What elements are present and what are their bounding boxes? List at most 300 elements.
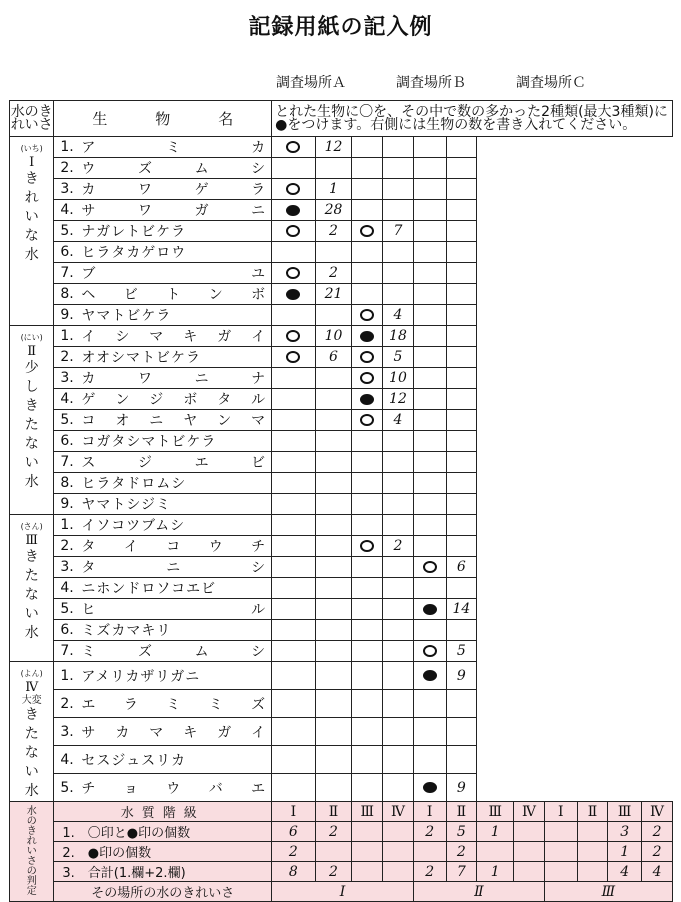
judgement-value bbox=[577, 842, 608, 862]
judgement-value bbox=[544, 862, 577, 882]
organism-number: 1. bbox=[54, 137, 81, 158]
organism-number: 4. bbox=[54, 389, 81, 410]
site-b-mark bbox=[352, 200, 383, 221]
instruction-text: とれた生物に〇を、その中で数の多かった2種類(最大3種類)に●をつけます。右側には生物の数を書き入れてください。 bbox=[272, 101, 673, 137]
site-b-mark bbox=[352, 389, 383, 410]
site-a-mark bbox=[272, 347, 315, 368]
site-c-count bbox=[446, 536, 477, 557]
site-c-count bbox=[446, 326, 477, 347]
site-c-mark bbox=[413, 718, 446, 746]
level-roman: Ⅳ bbox=[642, 802, 673, 822]
site-c-mark bbox=[413, 599, 446, 620]
organism-name: タ ニ シ bbox=[81, 557, 271, 578]
circle-mark-icon bbox=[286, 141, 300, 153]
organism-row bbox=[10, 137, 673, 158]
site-c-count bbox=[446, 221, 477, 242]
site-a-mark bbox=[272, 515, 315, 536]
site-c-count bbox=[446, 410, 477, 431]
judgement-value bbox=[383, 822, 414, 842]
site-c-mark bbox=[413, 473, 446, 494]
circle-mark-icon bbox=[360, 225, 374, 237]
organism-name: ニホンドロソコエビ bbox=[81, 578, 271, 599]
site-a-mark bbox=[272, 263, 315, 284]
organism-row bbox=[10, 690, 673, 718]
site-a-mark bbox=[272, 620, 315, 641]
site-b-mark bbox=[352, 718, 383, 746]
site-c-count bbox=[446, 200, 477, 221]
circle-mark-icon bbox=[360, 414, 374, 426]
site-b-count bbox=[383, 718, 414, 746]
site-a-count: 21 bbox=[315, 284, 352, 305]
level-roman: Ⅰ bbox=[413, 802, 446, 822]
site-c-count bbox=[446, 494, 477, 515]
circle-mark-icon bbox=[286, 330, 300, 342]
organism-number: 6. bbox=[54, 242, 81, 263]
site-b-count bbox=[383, 263, 414, 284]
judgement-value: 4 bbox=[642, 862, 673, 882]
filled-circle-mark-icon bbox=[423, 782, 437, 793]
water-header: 水のきれいさ bbox=[10, 101, 54, 137]
organism-row bbox=[10, 242, 673, 263]
organism-number: 2. bbox=[54, 536, 81, 557]
site-c-mark bbox=[413, 263, 446, 284]
site-c-mark bbox=[413, 137, 446, 158]
site-a-count bbox=[315, 515, 352, 536]
site-b-mark bbox=[352, 326, 383, 347]
site-c-count bbox=[446, 578, 477, 599]
judgement-value bbox=[544, 822, 577, 842]
site-b-mark bbox=[352, 137, 383, 158]
site-b-count bbox=[383, 284, 414, 305]
organism-number: 8. bbox=[54, 473, 81, 494]
site-a-mark bbox=[272, 718, 315, 746]
site-c-mark bbox=[413, 746, 446, 774]
judgement-value: 1 bbox=[608, 842, 642, 862]
organism-name: サ ワ ガ ニ bbox=[81, 200, 271, 221]
site-c-mark bbox=[413, 158, 446, 179]
circle-mark-icon bbox=[286, 183, 300, 195]
site-a-count bbox=[315, 410, 352, 431]
circle-mark-icon bbox=[286, 267, 300, 279]
site-c-count bbox=[446, 690, 477, 718]
judgement-value bbox=[544, 842, 577, 862]
site-c-mark bbox=[413, 557, 446, 578]
organism-row bbox=[10, 179, 673, 200]
organism-row bbox=[10, 263, 673, 284]
judgement-value: 2 bbox=[413, 822, 446, 842]
water-class-group-1: (いち) Ⅰ き れ い な 水 bbox=[10, 137, 54, 326]
site-a-mark bbox=[272, 662, 315, 690]
site-c-mark bbox=[413, 305, 446, 326]
site-c-mark bbox=[413, 515, 446, 536]
organism-number: 7. bbox=[54, 641, 81, 662]
site-c-count bbox=[446, 263, 477, 284]
organism-number: 3. bbox=[54, 557, 81, 578]
organism-number: 5. bbox=[54, 410, 81, 431]
judgement-line-label: 2. ●印の個数 bbox=[54, 842, 272, 862]
judgement-value: 2 bbox=[413, 862, 446, 882]
organism-name: エ ラ ミ ミ ズ bbox=[81, 690, 271, 718]
filled-circle-mark-icon bbox=[360, 331, 374, 342]
site-b-count: 5 bbox=[383, 347, 414, 368]
organism-row bbox=[10, 431, 673, 452]
organism-row bbox=[10, 284, 673, 305]
organism-number: 1. bbox=[54, 515, 81, 536]
site-a-mark bbox=[272, 641, 315, 662]
judgement-value bbox=[514, 862, 545, 882]
site-a-mark bbox=[272, 473, 315, 494]
site-c-mark bbox=[413, 368, 446, 389]
site-c-mark bbox=[413, 578, 446, 599]
site-a-mark bbox=[272, 221, 315, 242]
organism-row bbox=[10, 662, 673, 690]
judgement-value bbox=[577, 822, 608, 842]
circle-mark-icon bbox=[286, 225, 300, 237]
site-b-mark bbox=[352, 690, 383, 718]
site-c-mark bbox=[413, 662, 446, 690]
site-a-count: 28 bbox=[315, 200, 352, 221]
site-a-mark bbox=[272, 410, 315, 431]
organism-row bbox=[10, 368, 673, 389]
site-a-mark bbox=[272, 578, 315, 599]
site-b-count bbox=[383, 746, 414, 774]
site-c-count bbox=[446, 368, 477, 389]
site-a-count bbox=[315, 473, 352, 494]
organism-row bbox=[10, 515, 673, 536]
organism-number: 9. bbox=[54, 494, 81, 515]
level-roman: Ⅱ bbox=[577, 802, 608, 822]
organism-name: カ ワ ゲ ラ bbox=[81, 179, 271, 200]
organism-number: 1. bbox=[54, 326, 81, 347]
organism-row bbox=[10, 158, 673, 179]
site-a-mark bbox=[272, 599, 315, 620]
site-c-mark bbox=[413, 410, 446, 431]
site-b-count bbox=[383, 179, 414, 200]
site-a-count bbox=[315, 305, 352, 326]
judgement-label: 水 の き れ い さ の 判 定 bbox=[10, 802, 54, 902]
site-a-mark bbox=[272, 242, 315, 263]
site-b-mark bbox=[352, 263, 383, 284]
organism-name: ア ミ カ bbox=[81, 137, 271, 158]
site-a-mark bbox=[272, 774, 315, 802]
site-c-count bbox=[446, 431, 477, 452]
organism-number: 6. bbox=[54, 431, 81, 452]
organism-name: コ オ ニ ヤ ン マ bbox=[81, 410, 271, 431]
judgement-value: 1 bbox=[477, 862, 514, 882]
site-b-count bbox=[383, 158, 414, 179]
site-b-mark bbox=[352, 473, 383, 494]
organism-row bbox=[10, 599, 673, 620]
site-b-mark bbox=[352, 641, 383, 662]
site-a-count bbox=[315, 774, 352, 802]
site-c-label: 調査場所Ｃ bbox=[516, 75, 586, 91]
site-c-mark bbox=[413, 326, 446, 347]
judgement-value bbox=[577, 862, 608, 882]
judgement-value: 2 bbox=[315, 862, 352, 882]
site-b-count bbox=[383, 557, 414, 578]
organism-row bbox=[10, 746, 673, 774]
organism-row bbox=[10, 347, 673, 368]
site-c-count bbox=[446, 242, 477, 263]
site-a-mark bbox=[272, 690, 315, 718]
level-roman: Ⅱ bbox=[315, 802, 352, 822]
organism-header bbox=[54, 101, 272, 137]
organism-number: 2. bbox=[54, 158, 81, 179]
organism-number: 3. bbox=[54, 718, 81, 746]
site-a-mark bbox=[272, 179, 315, 200]
site-a-count bbox=[315, 452, 352, 473]
site-c-mark bbox=[413, 690, 446, 718]
judgement-value: 2 bbox=[272, 842, 315, 862]
organism-name: ヤマトビケラ bbox=[81, 305, 271, 326]
site-c-count bbox=[446, 158, 477, 179]
site-a-mark bbox=[272, 389, 315, 410]
site-a-count: 2 bbox=[315, 263, 352, 284]
site-b-count bbox=[383, 578, 414, 599]
circle-mark-icon bbox=[360, 309, 374, 321]
site-c-count bbox=[446, 620, 477, 641]
site-b-count bbox=[383, 662, 414, 690]
site-b-count: 18 bbox=[383, 326, 414, 347]
site-b-count: 2 bbox=[383, 536, 414, 557]
organism-header-char: 物 bbox=[155, 110, 171, 128]
judgement-value: 8 bbox=[272, 862, 315, 882]
site-a-count bbox=[315, 557, 352, 578]
site-b-mark bbox=[352, 242, 383, 263]
result-label: その場所の水のきれいさ bbox=[54, 882, 272, 902]
page-title: 記録用紙の記入例 bbox=[248, 14, 433, 40]
site-a-count bbox=[315, 578, 352, 599]
site-b-count: 4 bbox=[383, 305, 414, 326]
judgement-value: 3 bbox=[608, 822, 642, 842]
site-a-count bbox=[315, 718, 352, 746]
organism-name: イソコツブムシ bbox=[81, 515, 271, 536]
site-a-count bbox=[315, 599, 352, 620]
organism-name: ヒ ル bbox=[81, 599, 271, 620]
organism-name: コガタシマトビケラ bbox=[81, 431, 271, 452]
site-result-c: Ⅲ bbox=[544, 882, 672, 902]
site-c-count: 6 bbox=[446, 557, 477, 578]
site-a-mark bbox=[272, 284, 315, 305]
water-class-group-4: (よん) Ⅳ 大変 き た な い 水 bbox=[10, 662, 54, 802]
site-c-count bbox=[446, 284, 477, 305]
level-roman: Ⅰ bbox=[272, 802, 315, 822]
organism-name: ナガレトビケラ bbox=[81, 221, 271, 242]
site-b-mark bbox=[352, 557, 383, 578]
judgement-value: 7 bbox=[446, 862, 477, 882]
site-b-mark bbox=[352, 179, 383, 200]
site-c-mark bbox=[413, 452, 446, 473]
organism-row bbox=[10, 718, 673, 746]
organism-row bbox=[10, 305, 673, 326]
organism-row bbox=[10, 620, 673, 641]
site-b-count bbox=[383, 690, 414, 718]
site-b-mark bbox=[352, 515, 383, 536]
level-roman: Ⅳ bbox=[514, 802, 545, 822]
site-b-mark bbox=[352, 410, 383, 431]
organism-number: 7. bbox=[54, 452, 81, 473]
filled-circle-mark-icon bbox=[423, 604, 437, 615]
site-b-count bbox=[383, 431, 414, 452]
site-b-mark bbox=[352, 494, 383, 515]
site-a-mark bbox=[272, 452, 315, 473]
site-a-count bbox=[315, 641, 352, 662]
site-a-count bbox=[315, 494, 352, 515]
organism-header-char: 生 bbox=[92, 110, 108, 128]
filled-circle-mark-icon bbox=[360, 394, 374, 405]
organism-name: ス ジ エ ビ bbox=[81, 452, 271, 473]
organism-row bbox=[10, 641, 673, 662]
judgement-value bbox=[383, 862, 414, 882]
judgement-line-label: 3. 合計(1.欄+2.欄) bbox=[54, 862, 272, 882]
site-a-count bbox=[315, 368, 352, 389]
organism-row bbox=[10, 389, 673, 410]
site-c-mark bbox=[413, 774, 446, 802]
circle-mark-icon bbox=[423, 561, 437, 573]
judgement-value: 4 bbox=[608, 862, 642, 882]
judgement-line-label: 1. 〇印と●印の個数 bbox=[54, 822, 272, 842]
record-table bbox=[9, 100, 673, 902]
organism-name: ヒラタカゲロウ bbox=[81, 242, 271, 263]
organism-number: 2. bbox=[54, 690, 81, 718]
level-roman: Ⅱ bbox=[446, 802, 477, 822]
site-b-mark bbox=[352, 536, 383, 557]
organism-number: 3. bbox=[54, 179, 81, 200]
site-c-count: 9 bbox=[446, 662, 477, 690]
judgement-value: 1 bbox=[477, 822, 514, 842]
organism-row bbox=[10, 557, 673, 578]
site-b-mark bbox=[352, 662, 383, 690]
site-b-count: 7 bbox=[383, 221, 414, 242]
site-c-count bbox=[446, 137, 477, 158]
judgement-value: 5 bbox=[446, 822, 477, 842]
site-c-mark bbox=[413, 641, 446, 662]
site-a-count: 2 bbox=[315, 221, 352, 242]
filled-circle-mark-icon bbox=[286, 289, 300, 300]
site-b-mark bbox=[352, 774, 383, 802]
site-b-mark bbox=[352, 599, 383, 620]
site-a-count: 10 bbox=[315, 326, 352, 347]
organism-name: ミ ズ ム シ bbox=[81, 641, 271, 662]
organism-number: 3. bbox=[54, 368, 81, 389]
site-a-count: 12 bbox=[315, 137, 352, 158]
site-c-count bbox=[446, 179, 477, 200]
site-result-b: Ⅱ bbox=[413, 882, 544, 902]
site-b-mark bbox=[352, 368, 383, 389]
site-a-count bbox=[315, 158, 352, 179]
site-c-count bbox=[446, 473, 477, 494]
level-roman: Ⅲ bbox=[608, 802, 642, 822]
site-b-mark bbox=[352, 578, 383, 599]
site-a-count bbox=[315, 242, 352, 263]
site-b-count bbox=[383, 599, 414, 620]
organism-name: チ ョ ウ バ エ bbox=[81, 774, 271, 802]
site-c-count bbox=[446, 452, 477, 473]
circle-mark-icon bbox=[360, 540, 374, 552]
site-b-count bbox=[383, 515, 414, 536]
organism-name: ゲ ン ジ ボ タ ル bbox=[81, 389, 271, 410]
site-a-mark bbox=[272, 305, 315, 326]
organism-number: 4. bbox=[54, 746, 81, 774]
site-a-label: 調査場所Ａ bbox=[276, 75, 346, 91]
judgement-value bbox=[514, 822, 545, 842]
site-a-count bbox=[315, 536, 352, 557]
organism-number: 4. bbox=[54, 200, 81, 221]
site-b-mark bbox=[352, 452, 383, 473]
site-c-mark bbox=[413, 620, 446, 641]
organism-name: ヤマトシジミ bbox=[81, 494, 271, 515]
level-roman: Ⅰ bbox=[544, 802, 577, 822]
site-b-count bbox=[383, 494, 414, 515]
judgement-value bbox=[514, 842, 545, 862]
site-b-mark bbox=[352, 305, 383, 326]
site-b-count bbox=[383, 641, 414, 662]
judgement-value: 2 bbox=[315, 822, 352, 842]
site-c-count: 5 bbox=[446, 641, 477, 662]
circle-mark-icon bbox=[423, 645, 437, 657]
site-a-count bbox=[315, 662, 352, 690]
site-b-mark bbox=[352, 158, 383, 179]
site-a-count bbox=[315, 620, 352, 641]
site-c-count bbox=[446, 305, 477, 326]
level-roman: Ⅳ bbox=[383, 802, 414, 822]
site-c-count: 9 bbox=[446, 774, 477, 802]
site-c-mark bbox=[413, 242, 446, 263]
water-class-group-3: (さん) Ⅲ き た な い 水 bbox=[10, 515, 54, 662]
circle-mark-icon bbox=[360, 372, 374, 384]
organism-number: 8. bbox=[54, 284, 81, 305]
judgement-value: 2 bbox=[446, 842, 477, 862]
organism-row bbox=[10, 536, 673, 557]
judgement-value bbox=[352, 862, 383, 882]
organism-name: アメリカザリガニ bbox=[81, 662, 271, 690]
organism-number: 7. bbox=[54, 263, 81, 284]
judgement-value bbox=[352, 842, 383, 862]
site-c-mark bbox=[413, 179, 446, 200]
judgement-value bbox=[352, 822, 383, 842]
site-a-mark bbox=[272, 158, 315, 179]
site-c-mark bbox=[413, 347, 446, 368]
organism-name: カ ワ ニ ナ bbox=[81, 368, 271, 389]
site-b-count bbox=[383, 452, 414, 473]
judgement-value: 2 bbox=[642, 842, 673, 862]
filled-circle-mark-icon bbox=[286, 205, 300, 216]
water-class-group-2: (にい) Ⅱ 少 し き た な い 水 bbox=[10, 326, 54, 515]
filled-circle-mark-icon bbox=[423, 670, 437, 681]
organism-name: ウ ズ ム シ bbox=[81, 158, 271, 179]
judgement-value bbox=[383, 842, 414, 862]
site-b-mark bbox=[352, 284, 383, 305]
site-b-label: 調査場所Ｂ bbox=[396, 75, 466, 91]
judgement-value: 2 bbox=[642, 822, 673, 842]
site-c-count bbox=[446, 746, 477, 774]
site-b-count: 10 bbox=[383, 368, 414, 389]
site-a-mark bbox=[272, 746, 315, 774]
site-c-count bbox=[446, 718, 477, 746]
site-b-count: 12 bbox=[383, 389, 414, 410]
level-roman: Ⅲ bbox=[477, 802, 514, 822]
site-c-count bbox=[446, 347, 477, 368]
organism-name: ヒラタドロムシ bbox=[81, 473, 271, 494]
organism-header-char: 名 bbox=[218, 110, 234, 128]
organism-row bbox=[10, 452, 673, 473]
organism-name: ブ ユ bbox=[81, 263, 271, 284]
organism-number: 9. bbox=[54, 305, 81, 326]
site-b-count bbox=[383, 200, 414, 221]
organism-number: 5. bbox=[54, 221, 81, 242]
organism-number: 5. bbox=[54, 599, 81, 620]
organism-row bbox=[10, 221, 673, 242]
